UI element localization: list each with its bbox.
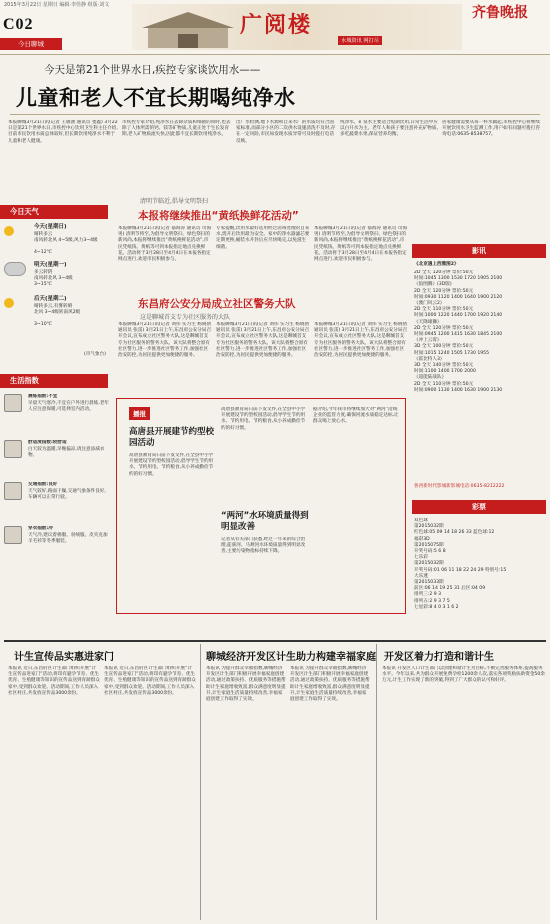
life-item [4,526,110,586]
lead-body-col4: 纯净水、矿泉水主要适合短期饮用,日常生活中应以白开水为主。老年人和孩子要注意补充矿物质,多吃蔬菜水果,保证营养均衡。 [340,120,438,138]
lottery-line: 大乐透 [414,573,428,579]
listings-list [414,270,546,480]
listing-line: 时间:1000 1220 1440 1700 1920 2140 [414,313,503,319]
weather-day-after [4,296,110,327]
story2-body-col1: 本报聊城3月21日讯(记者 郁海涛 通讯员 司海男) 清明节将至,为倡导文明祭扫、绿色祭扫的新风尚,本报将继续推出“黄纸换鲜花活动”,市民凭纸钱、黄纸等可到本报指定地点兑换鲜花。活动将于3月28日至4月4日在本报各指定网点进行,欢迎市民积极参与。 [118,226,212,263]
lottery-header: 彩票 [412,500,546,514]
listing-line: 时间:1015 1240 1505 1730 1955 [414,350,490,356]
lottery-line: 开奖号码:5 6 8 [414,549,446,555]
lead-body-col1: 本报聊城3月21日讯(记者 王敏涵 通讯员 娄鑫) 3月22日是第21个世界水日,市疾控中心饮用卫生科主任介绍,目前市民饮用水质总体较好,但长期饮用纯净水不利于儿童和老人健康。 [8,120,118,144]
broadcast-tag: 播报 [129,407,150,420]
story2-headline: 本报将继续推出“黄纸换鲜花活动” [138,210,299,222]
life-item [4,394,110,438]
listing-line: 时间:1100 1400 1700 2000 [414,369,476,375]
life-item-text: 白天较为温暖,早晚偏凉,请注意添减衣物。 [28,447,105,459]
weather-range: 4~12℃ [34,250,52,255]
lottery-line: 红色球:05 09 14 18 26 33 蓝色球:12 [414,530,495,536]
lead-body-col2: 市疾控专家介绍,纯净水在去除杂质和细菌的同时,也去除了人体所需的钙、镁等矿物质,儿童正处于生长发育期,老人矿物质流失快,因此都不宜长期饮用纯净水。 [122,120,231,138]
listing-line: 2D 全天 110分钟 票价:50元 [414,381,474,387]
story2-body-col3: 本报聊城3月21日讯(记者 郁海涛 通讯员 司海男) 清明节将至,为倡导文明祭扫、绿色祭扫的新风尚,本报将继续推出“黄纸换鲜花活动”,市民凭纸钱、黄纸等可到本报指定地点兑换鲜花。活动将于3月28日至4月4日在本报各指定网点进行,欢迎市民积极参与。 [314,226,408,263]
gate-tower-illustration [138,10,238,48]
weather-desc: 多云转阴 [34,270,53,275]
listing-line: 时间:1045 1300 1530 1720 1905 2100 [414,276,503,282]
box-body-1: 高唐县教育局日前下发文件,在全县中小学开展建设节约型校园活动,倡导学生节约用水、节约用电、节约粮食,从小养成勤俭节约的好习惯。 [129,453,214,477]
lead-kicker: 今天是第21个世界水日,疾控专家谈饮用水—— [44,64,261,76]
box-body-1b: 高唐县教育局日前下发文件,在全县中小学开展建设节约型校园活动,倡导学生节约用水、节约用电、节约粮食,从小养成勤俭节约的好习惯。 [221,407,306,431]
masthead [0,0,550,54]
life-item [4,440,110,480]
lottery-line: 排列五:2 9 3 7 5 [414,598,450,604]
story3-kicker: 这是聊城首支专为社区服务的大队 [140,314,231,321]
banner [132,4,462,50]
weather-wind: 南风转北风 3~4级 [34,276,73,281]
bottom-rule [4,640,546,642]
listing-line: 2D 全天 120分钟 票价:50元 [414,288,474,294]
life-item-text: 天气冷,建议着棉服、羽绒服、皮夹克加羊毛衫等冬季服装。 [28,533,108,545]
weather-day-today [4,224,110,255]
lottery-line: 双色球 [414,518,428,523]
life-item-name: 交通指数:良好 [28,482,58,487]
story3-body-col3: 本报聊城3月21日讯(记者 刘伟 实习生 杨晓倩 通讯员 张雷) 3月21日上午,东昌府公安分局召开会议,宣布成立社区警务大队,这是聊城首支专为社区服务的警务大队。该大队将整合原有社区警力,进一步推进社区警务工作,加强社区治安防控,为居民提供更加便捷的服务。 [314,322,408,359]
lottery-line: 七星彩:8 4 0 3 1 6 2 [414,604,459,610]
weather-day-tomorrow [4,262,110,287]
weather-wind: 南风转北风 4~5级,风力3~4级 [34,238,98,243]
section-code: C02 [3,16,34,33]
lottery-line: 第2015032期 [414,524,444,530]
life-item-text: 天气较好,路面干燥,交通气象条件良好,车辆可以正常行驶。 [28,489,106,501]
lottery-line: 第2015075期 [414,542,444,548]
listings-header: 影讯 [412,244,546,258]
bottom-body-2a: 本报讯 为提升群众幸福指数,聊城经济开发区计生部门积极开展幸福家庭创建活动,通过政策扶持、优质服务等措施帮助计生家庭增收致富,群众满意度明显提升,计生家庭生活质量持续改善,幸福家庭创建工作取得了实效。 [206,666,286,703]
lead-body-col5: 居家健康需要从每一杯水做起,市疾控中心将继续开展饮用水卫生监测工作,用户如有问题可拨打咨询电话:0635-8538757。 [442,120,540,138]
column-divider [376,644,377,920]
lottery-line: 福彩3D [414,536,430,542]
box-headline-2: “两河”水环境质量得到明显改善 [221,511,309,532]
bottom-body-3: 本报讯 开发区人口计生部门以创建和谐计生为目标,不断完善服务体系,提高服务水平。今年以来,共为群众开展免费孕检1200余人次,落实各项奖励扶助资金50余万元,计生工作实现了新的突破,得到了广大群众的认可和好评。 [382,666,545,684]
listing-line: 2D 全天 120分钟 票价:50元 [414,325,474,331]
paper-logo: 齐鲁晚报 [472,6,528,21]
bottom-headline-3: 开发区着力打造和谐计生 [384,652,494,663]
weather-desc: 晴转多云,有雾转晴 [34,304,73,309]
story3-headline: 东昌府公安分局成立社区警务大队 [138,298,296,310]
listing-line: 《天降雄狮》 [414,319,442,325]
box-headline-1: 高唐县开展建节约型校园活动 [129,427,215,448]
weather-wind: 北风 3~4级转南风2级 [34,310,81,315]
bottom-body-2b: 本报讯 为提升群众幸福指数,聊城经济开发区计生部门积极开展幸福家庭创建活动,通过政策扶持、优质服务等措施帮助计生家庭增收致富,群众满意度明显提升,计生家庭生活质量持续改善,幸福家庭创建工作取得了实效。 [290,666,370,703]
lottery-line: 七乐彩 [414,555,428,561]
lottery-line: 第2015032期 [414,561,444,567]
comfort-icon [4,440,22,458]
banner-subtitle: 水城资讯 网打尽 [338,36,382,45]
broadcast-box [116,398,406,614]
story2-body-col2: 专家提醒,饮用水最好选用经过消毒处理的自来水,烧开后饮用最为安全。家中的净水器滤芯要定期更换,桶装水开封后应尽快喝完,以免滋生细菌。 [216,226,310,250]
sun-icon [4,298,14,308]
dateline: 2015年3月22日 星期日 编辑·李佳静 组版·刘文 [4,2,110,8]
lottery-line: 开奖号码:01 06 11 18 22 24 29 特别号:15 [414,567,507,573]
listing-line: 2D 全天 120分钟 票价:50元 [414,270,474,275]
section-name: 今日聊城 [0,38,62,50]
lottery-line: 前区:06 14 19 25 31 后区:04 09 [414,586,486,592]
listing-line: 3D 全天 100分钟 票价:50元 [414,344,474,350]
lead-headline: 儿童和老人不宜长期喝纯净水 [16,87,296,110]
life-item-name: 穿衣指数:冷 [28,526,53,531]
weather-source: (市气象台) [84,352,106,357]
weather-desc: 晴转多云 [34,232,53,237]
bottom-body-1b: 本报讯 近日,东昌府区计生部门组织开展“计生宣传品进家门”活动,将印有避孕节育、优生优育、生殖健康等知识的宣传品送到育龄群众家中,受到群众欢迎。活动期间,工作人员深入社区村庄,共发放宣传品3000余份。 [104,666,196,696]
life-item-name: 舒适度指数:较舒适 [28,440,67,445]
banner-title: 广阅楼 [240,12,313,37]
lead-body-col3: 出厂水检测,地下水源和自来水厂的水质均符合国家标准,而部分小区的二次供水设施清洗不及时,存在一定风险,市民如发现水质异常可及时拨打电话反映。 [236,120,336,144]
masthead-rule [0,54,550,55]
bottom-headline-1: 计生宣传品实惠进家门 [14,652,114,663]
box-body-3: 据介绍,今年我市将继续加大对“两河”沿线企业的监管力度,确保河流水质稳定达标,让群众喝上放心水。 [313,407,399,425]
box-body-2: 记者从有关部门获悉,经过一年来的综合治理,徒骇河、马颊河水环境质量得到明显改善,主要污染物指标持续下降。 [221,537,306,555]
listing-line: 《澳门风云2》 [414,301,445,307]
weather-day-label: 今天(星期日) [34,224,67,230]
listing-line: 时间:0930 1120 1400 1640 1900 2120 [414,294,503,300]
lead-rule [10,114,540,115]
listing-line: 《狼图腾》(3D版) [414,282,452,288]
life-item-text: 早晨天气寒冷,不宜在户外进行晨练,老年人应注意保暖,可选择室内活动。 [28,401,110,413]
story2-kicker: 清明节临近,倡导文明祭扫 [140,198,208,205]
life-header: 生活指数 [0,374,108,388]
sun-icon [4,226,14,236]
bottom-headline-2: 聊城经济开发区计生助力构建幸福家庭 [206,652,376,663]
weather-header: 今日天气 [0,205,108,219]
lottery-line: 排列三:2 9 3 [414,592,442,598]
weather-day-label: 后天(星期二) [34,296,67,302]
listing-line: 《霍比特人3》 [414,356,445,362]
cloud-icon [4,262,26,276]
story3-body-col2: 本报聊城3月21日讯(记者 刘伟 实习生 杨晓倩 通讯员 张雷) 3月21日上午,东昌府公安分局召开会议,宣布成立社区警务大队,这是聊城首支专为社区服务的警务大队。该大队将整合原有社区警力,进一步推进社区警务工作,加强社区治安防控,为居民提供更加便捷的服务。 [216,322,310,359]
bottom-body-1a: 本报讯 近日,东昌府区计生部门组织开展“计生宣传品进家门”活动,将印有避孕节育、优生优育、生殖健康等知识的宣传品送到育龄群众家中,受到群众欢迎。活动期间,工作人员深入社区村庄,共发放宣传品3000余份。 [8,666,100,696]
listings-footer: 鲁西新时代影城新影城电话:0635-8212222 [414,484,505,489]
listing-line: 2D 全天 110分钟 票价:50元 [414,307,474,313]
clothing-icon [4,526,22,544]
lottery-list [414,518,546,626]
listings-intro: 《北京遇上西雅图2》 [414,262,459,267]
weather-range: 3~15℃ [34,282,52,287]
lottery-line: 第2015033期 [414,580,444,586]
life-item-name: 晨练指数:不宜 [28,394,58,399]
column-divider [200,644,201,920]
weather-range: 3~10℃ [34,322,52,327]
story3-body-col1: 本报聊城3月21日讯(记者 刘伟 实习生 杨晓倩 通讯员 张雷) 3月21日上午,东昌府公安分局召开会议,宣布成立社区警务大队,这是聊城首支专为社区服务的警务大队。该大队将整合原有社区警力,进一步推进社区警务工作,加强社区治安防控,为居民提供更加便捷的服务。 [118,322,212,359]
weather-day-label: 明天(星期一) [34,262,67,268]
car-icon [4,482,22,500]
listing-line: 时间:0900 1130 1400 1630 1900 2130 [414,387,503,393]
listing-line: 时间:0945 1200 1415 1630 1845 2100 [414,332,503,338]
listing-line: 《冲上云霄》 [414,338,442,344]
listing-line: 《超能陆战队》 [414,375,447,381]
running-icon [4,394,22,412]
life-item [4,482,110,522]
listing-line: 3D 全天 140分钟 票价:50元 [414,363,474,369]
